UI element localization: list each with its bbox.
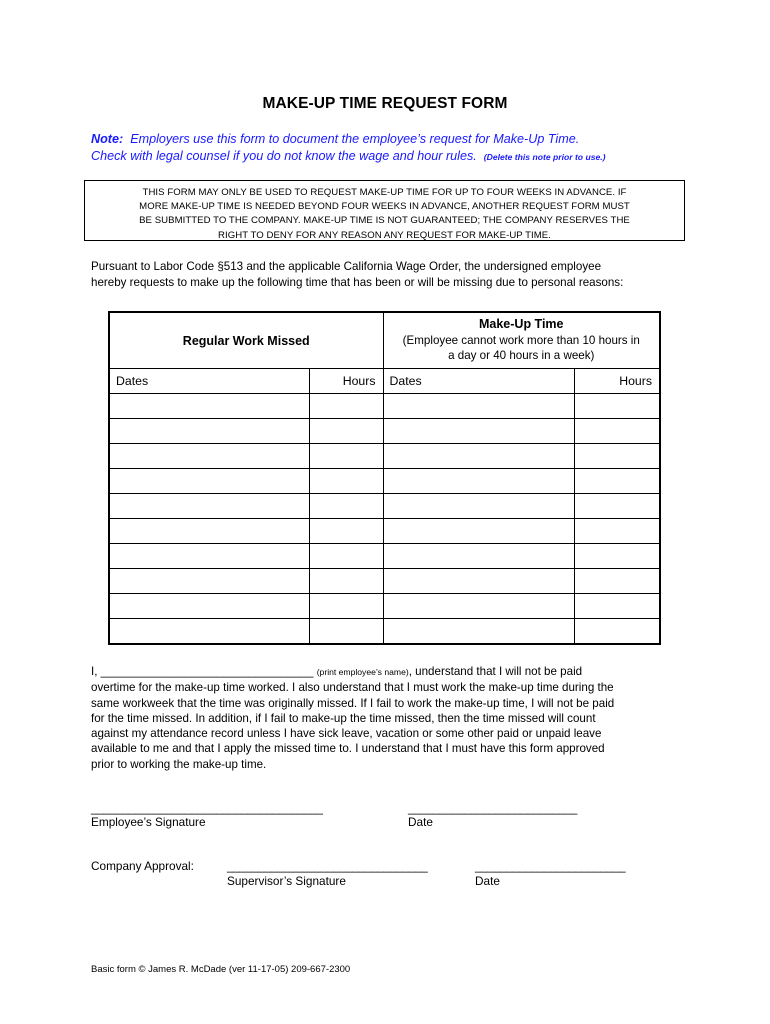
hours-missed-cell[interactable] [309, 394, 383, 419]
hours-makeup-cell[interactable] [574, 444, 660, 469]
footer-copyright: Basic form © James R. McDade (ver 11-17-05) 209-667-2300 [91, 964, 351, 975]
dates-missed-cell[interactable] [109, 419, 309, 444]
col-hours-missed: Hours [309, 369, 383, 394]
note-line-2: Check with legal counsel if you do not know the wage and hour rules. [91, 149, 477, 163]
warning-box [84, 180, 685, 241]
dates-makeup-cell[interactable] [383, 544, 574, 569]
pursuant-line-2: hereby requests to make up the following time that has been or will be missing due to personal reasons: [91, 276, 624, 289]
make-up-time-sub-2: a day or 40 hours in a week) [448, 349, 595, 363]
col-dates-missed: Dates [109, 369, 309, 394]
hours-missed-cell[interactable] [309, 569, 383, 594]
supervisor-signature-line[interactable]: ________________________________ [227, 859, 428, 873]
dates-makeup-cell[interactable] [383, 519, 574, 544]
table-row [109, 444, 660, 469]
employer-note [91, 131, 691, 166]
dates-missed-cell[interactable] [109, 494, 309, 519]
employee-signature-label: Employee’s Signature [91, 815, 206, 829]
col-hours-makeup: Hours [574, 369, 660, 394]
table-row [109, 544, 660, 569]
make-up-time-sub-1: (Employee cannot work more than 10 hours in [402, 333, 640, 347]
table-row [109, 394, 660, 419]
hours-missed-cell[interactable] [309, 519, 383, 544]
dates-missed-cell[interactable] [109, 444, 309, 469]
hours-missed-cell[interactable] [309, 544, 383, 569]
hours-missed-cell[interactable] [309, 444, 383, 469]
delete-note-hint: (Delete this note prior to use.) [483, 152, 606, 162]
supervisor-date-label: Date [475, 874, 500, 888]
warning-line-3: BE SUBMITTED TO THE COMPANY. MAKE-UP TIME IS NOT GUARANTEED; THE COMPANY RESERVES THE [139, 215, 630, 227]
dates-makeup-cell[interactable] [383, 594, 574, 619]
dates-makeup-cell[interactable] [383, 494, 574, 519]
warning-line-2: MORE MAKE-UP TIME IS NEEDED BEYOND FOUR WEEKS IN ADVANCE, ANOTHER REQUEST FORM MUST [139, 201, 630, 213]
note-line-1: Employers use this form to document the employee’s request for Make-Up Time. [130, 132, 580, 146]
employee-date-label: Date [408, 815, 433, 829]
hours-missed-cell[interactable] [309, 469, 383, 494]
hours-makeup-cell[interactable] [574, 519, 660, 544]
dates-makeup-cell[interactable] [383, 444, 574, 469]
make-up-time-title: Make-Up Time [478, 317, 564, 332]
hours-makeup-cell[interactable] [574, 619, 660, 645]
statement-prefix: I, [91, 665, 101, 678]
dates-missed-cell[interactable] [109, 544, 309, 569]
hours-makeup-cell[interactable] [574, 469, 660, 494]
hours-missed-cell[interactable] [309, 494, 383, 519]
hours-makeup-cell[interactable] [574, 569, 660, 594]
dates-makeup-cell[interactable] [383, 394, 574, 419]
table-row [109, 469, 660, 494]
page-title: MAKE-UP TIME REQUEST FORM [262, 95, 508, 112]
hours-makeup-cell[interactable] [574, 594, 660, 619]
dates-missed-cell[interactable] [109, 394, 309, 419]
dates-makeup-cell[interactable] [383, 619, 574, 645]
statement-line-5: against my attendance record unless I have sick leave, vacation or some other paid or unpaid leave [91, 727, 602, 741]
note-label: Note: [91, 132, 124, 146]
table-row [109, 569, 660, 594]
pursuant-paragraph [91, 259, 691, 291]
statement-line-6: available to me and that I apply the missed time to. I understand that I must have this form approved [91, 742, 605, 756]
regular-work-missed-header: Regular Work Missed [109, 312, 383, 369]
hours-missed-cell[interactable] [309, 619, 383, 645]
col-dates-makeup: Dates [383, 369, 574, 394]
dates-makeup-cell[interactable] [383, 419, 574, 444]
statement-line-2: overtime for the make-up time worked. I also understand that I must work the make-up time during the [91, 681, 614, 695]
make-up-time-header [383, 312, 660, 369]
statement-line-1-rest: , understand that I will not be paid [408, 665, 583, 678]
employee-date-line[interactable]: ___________________________ [408, 801, 578, 815]
dates-missed-cell[interactable] [109, 594, 309, 619]
hours-missed-cell[interactable] [309, 594, 383, 619]
dates-missed-cell[interactable] [109, 619, 309, 645]
acknowledgement-paragraph [91, 664, 677, 772]
table-row [109, 519, 660, 544]
table-row [109, 594, 660, 619]
hours-makeup-cell[interactable] [574, 419, 660, 444]
supervisor-signature-label: Supervisor’s Signature [227, 874, 346, 888]
dates-missed-cell[interactable] [109, 469, 309, 494]
supervisor-date-line[interactable]: ________________________ [475, 859, 626, 873]
table-row [109, 619, 660, 645]
employee-name-blank[interactable]: _________________________________ [100, 665, 314, 678]
company-approval-label: Company Approval: [91, 859, 194, 873]
hours-makeup-cell[interactable] [574, 494, 660, 519]
hours-makeup-cell[interactable] [574, 394, 660, 419]
dates-missed-cell[interactable] [109, 519, 309, 544]
table-row [109, 419, 660, 444]
pursuant-line-1: Pursuant to Labor Code §513 and the applicable California Wage Order, the undersigned employee [91, 260, 602, 273]
table-row [109, 494, 660, 519]
dates-missed-cell[interactable] [109, 569, 309, 594]
statement-line-4: for the time missed. In addition, if I fail to make-up the time missed, then the time missed will count [91, 711, 596, 725]
hours-missed-cell[interactable] [309, 419, 383, 444]
print-name-label: (print employee’s name) [316, 667, 409, 677]
dates-makeup-cell[interactable] [383, 469, 574, 494]
statement-line-7: prior to working the make-up time. [91, 757, 267, 771]
time-table [108, 311, 661, 645]
warning-line-4: RIGHT TO DENY FOR ANY REASON ANY REQUEST FOR MAKE-UP TIME. [218, 229, 551, 241]
dates-makeup-cell[interactable] [383, 569, 574, 594]
employee-signature-line[interactable]: _____________________________________ [91, 801, 323, 815]
statement-line-3: same workweek that the time was originally missed. If I fail to work the make-up time, I will not be paid [91, 696, 615, 710]
warning-line-1: THIS FORM MAY ONLY BE USED TO REQUEST MAKE-UP TIME FOR UP TO FOUR WEEKS IN ADVANCE. IF [142, 187, 627, 198]
hours-makeup-cell[interactable] [574, 544, 660, 569]
